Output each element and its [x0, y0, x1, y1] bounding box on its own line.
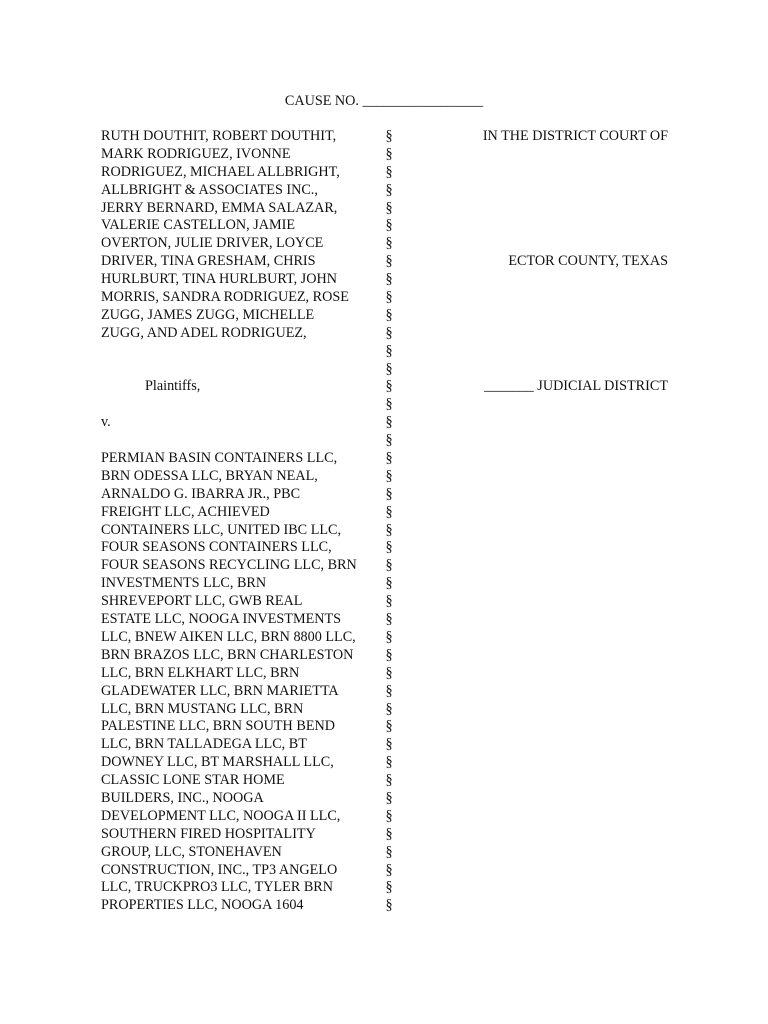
plaintiffs-label: Plaintiffs,	[145, 378, 201, 395]
caption-line	[101, 879, 668, 897]
section-symbol: §	[385, 378, 393, 395]
plaintiff-line: ZUGG, JAMES ZUGG, MICHELLE	[101, 306, 315, 323]
caption-line	[101, 897, 668, 915]
caption-line	[101, 665, 668, 683]
caption-line	[101, 862, 668, 880]
defendant-line: FOUR SEASONS RECYCLING LLC, BRN	[101, 557, 357, 574]
plaintiff-line: RUTH DOUTHIT, ROBERT DOUTHIT,	[101, 128, 337, 144]
defendant-line: CLASSIC LONE STAR HOME	[101, 772, 285, 789]
defendant-line: LLC, BRN TALLADEGA LLC, BT	[101, 736, 307, 753]
caption-line	[101, 289, 668, 307]
caption-line	[101, 164, 668, 182]
section-symbol: §	[385, 539, 393, 556]
defendant-line: LLC, TRUCKPRO3 LLC, TYLER BRN	[101, 879, 334, 896]
section-symbol: §	[385, 485, 393, 502]
section-symbol: §	[385, 575, 393, 592]
caption-line	[101, 307, 668, 325]
defendant-line: LLC, BRN ELKHART LLC, BRN	[101, 664, 300, 681]
defendant-line: ARNALDO G. IBARRA JR., PBC	[101, 485, 301, 502]
defendant-line: LLC, BRN MUSTANG LLC, BRN	[101, 700, 304, 717]
section-symbol: §	[385, 736, 393, 753]
plaintiff-line: VALERIE CASTELLON, JAMIE	[101, 217, 296, 234]
section-symbol: §	[385, 682, 393, 699]
section-symbol: §	[385, 700, 393, 717]
caption-line	[101, 557, 668, 575]
versus-label: v.	[101, 414, 111, 431]
section-symbol: §	[385, 396, 393, 413]
caption-line	[101, 522, 668, 540]
caption-line	[101, 146, 668, 164]
section-symbol: §	[385, 843, 393, 860]
defendant-line: SOUTHERN FIRED HOSPITALITY	[101, 825, 316, 842]
section-symbol: §	[385, 593, 393, 610]
defendant-line: FREIGHT LLC, ACHIEVED	[101, 503, 270, 520]
caption-line	[101, 754, 668, 772]
section-symbol: §	[385, 897, 393, 914]
caption-line	[101, 504, 668, 522]
section-symbol: §	[385, 271, 393, 288]
caption-line	[101, 611, 668, 629]
defendant-line: LLC, BNEW AIKEN LLC, BRN 8800 LLC,	[101, 628, 356, 645]
plaintiff-line: RODRIGUEZ, MICHAEL ALLBRIGHT,	[101, 163, 340, 180]
caption-line	[101, 844, 668, 862]
defendant-line: INVESTMENTS LLC, BRN	[101, 575, 267, 592]
caption-line	[101, 683, 668, 701]
plaintiff-line: OVERTON, JULIE DRIVER, LOYCE	[101, 235, 324, 252]
caption-line	[101, 575, 668, 593]
section-symbol: §	[385, 235, 393, 252]
section-symbol: §	[385, 646, 393, 663]
plaintiff-line: MORRIS, SANDRA RODRIGUEZ, ROSE	[101, 289, 349, 306]
section-symbol: §	[385, 342, 393, 359]
defendant-line: GROUP, LLC, STONEHAVEN	[101, 843, 282, 860]
caption-line	[101, 468, 668, 486]
defendant-line: DOWNEY LLC, BT MARSHALL LLC,	[101, 754, 334, 771]
section-symbol: §	[385, 754, 393, 771]
plaintiff-line: JERRY BERNARD, EMMA SALAZAR,	[101, 199, 338, 216]
caption-line	[101, 343, 668, 361]
caption-line	[101, 217, 668, 235]
section-symbol: §	[385, 861, 393, 878]
section-symbol: §	[385, 772, 393, 789]
caption-line	[101, 325, 668, 343]
caption-line	[101, 701, 668, 719]
defendant-line: SHREVEPORT LLC, GWB REAL	[101, 593, 303, 610]
plaintiff-line: ALLBRIGHT & ASSOCIATES INC.,	[101, 181, 318, 198]
defendant-line: BRN ODESSA LLC, BRYAN NEAL,	[101, 467, 318, 484]
defendant-line: GLADEWATER LLC, BRN MARIETTA	[101, 682, 339, 699]
section-symbol: §	[385, 324, 393, 341]
caption-line	[101, 361, 668, 379]
caption-line	[101, 432, 668, 450]
section-symbol: §	[385, 825, 393, 842]
section-symbol: §	[385, 306, 393, 323]
court-line-1: IN THE DISTRICT COURT OF	[482, 128, 668, 144]
defendant-line: BUILDERS, INC., NOOGA	[101, 789, 264, 806]
section-symbol: §	[385, 181, 393, 198]
caption-line	[101, 718, 668, 736]
caption-line	[101, 593, 668, 611]
caption-line	[101, 736, 668, 754]
section-symbol: §	[385, 163, 393, 180]
court-line-2: ECTOR COUNTY, TEXAS	[508, 253, 668, 270]
section-symbol: §	[385, 467, 393, 484]
caption-line	[101, 182, 668, 200]
plaintiff-line: MARK RODRIGUEZ, IVONNE	[101, 145, 291, 162]
section-symbol: §	[385, 450, 393, 467]
caption-line	[101, 414, 668, 432]
plaintiff-line: ZUGG, AND ADEL RODRIGUEZ,	[101, 324, 307, 341]
section-symbol: §	[385, 789, 393, 806]
caption-line	[101, 271, 668, 289]
caption-line	[101, 790, 668, 808]
defendant-line: BRN BRAZOS LLC, BRN CHARLESTON	[101, 646, 354, 663]
section-symbol: §	[385, 217, 393, 234]
defendant-line: PROPERTIES LLC, NOOGA 1604	[101, 897, 304, 914]
plaintiff-line: DRIVER, TINA GRESHAM, CHRIS	[101, 253, 316, 270]
caption-line	[101, 253, 668, 271]
caption-line	[101, 200, 668, 218]
defendant-line: FOUR SEASONS CONTAINERS LLC,	[101, 539, 332, 556]
defendant-line: ESTATE LLC, NOOGA INVESTMENTS	[101, 611, 342, 628]
section-symbol: §	[385, 664, 393, 681]
defendant-line: PALESTINE LLC, BRN SOUTH BEND	[101, 718, 335, 735]
section-symbol: §	[385, 289, 393, 306]
section-symbol: §	[385, 360, 393, 377]
caption-line	[101, 808, 668, 826]
section-symbol: §	[385, 521, 393, 538]
section-symbol: §	[385, 128, 393, 144]
section-symbol: §	[385, 503, 393, 520]
defendant-line: CONTAINERS LLC, UNITED IBC LLC,	[101, 521, 342, 538]
section-symbol: §	[385, 718, 393, 735]
section-symbol: §	[385, 611, 393, 628]
case-caption	[101, 128, 668, 915]
caption-line	[101, 486, 668, 504]
caption-line	[101, 647, 668, 665]
caption-line	[101, 629, 668, 647]
section-symbol: §	[385, 879, 393, 896]
cause-number: CAUSE NO. _________________	[284, 93, 484, 109]
section-symbol: §	[385, 807, 393, 824]
caption-line	[101, 396, 668, 414]
defendant-line: PERMIAN BASIN CONTAINERS LLC,	[101, 450, 338, 467]
caption-line	[101, 826, 668, 844]
plaintiff-line: HURLBURT, TINA HURLBURT, JOHN	[101, 271, 337, 288]
section-symbol: §	[385, 432, 393, 449]
caption-line	[101, 772, 668, 790]
section-symbol: §	[385, 199, 393, 216]
defendant-line: DEVELOPMENT LLC, NOOGA II LLC,	[101, 807, 341, 824]
caption-line	[101, 539, 668, 557]
caption-line	[101, 128, 668, 146]
section-symbol: §	[385, 557, 393, 574]
section-symbol: §	[385, 253, 393, 270]
caption-line	[101, 450, 668, 468]
defendant-line: CONSTRUCTION, INC., TP3 ANGELO	[101, 861, 338, 878]
court-line-3: _______ JUDICIAL DISTRICT	[484, 378, 668, 395]
section-symbol: §	[385, 414, 393, 431]
section-symbol: §	[385, 145, 393, 162]
caption-line	[101, 235, 668, 253]
section-symbol: §	[385, 628, 393, 645]
caption-line	[101, 378, 668, 396]
